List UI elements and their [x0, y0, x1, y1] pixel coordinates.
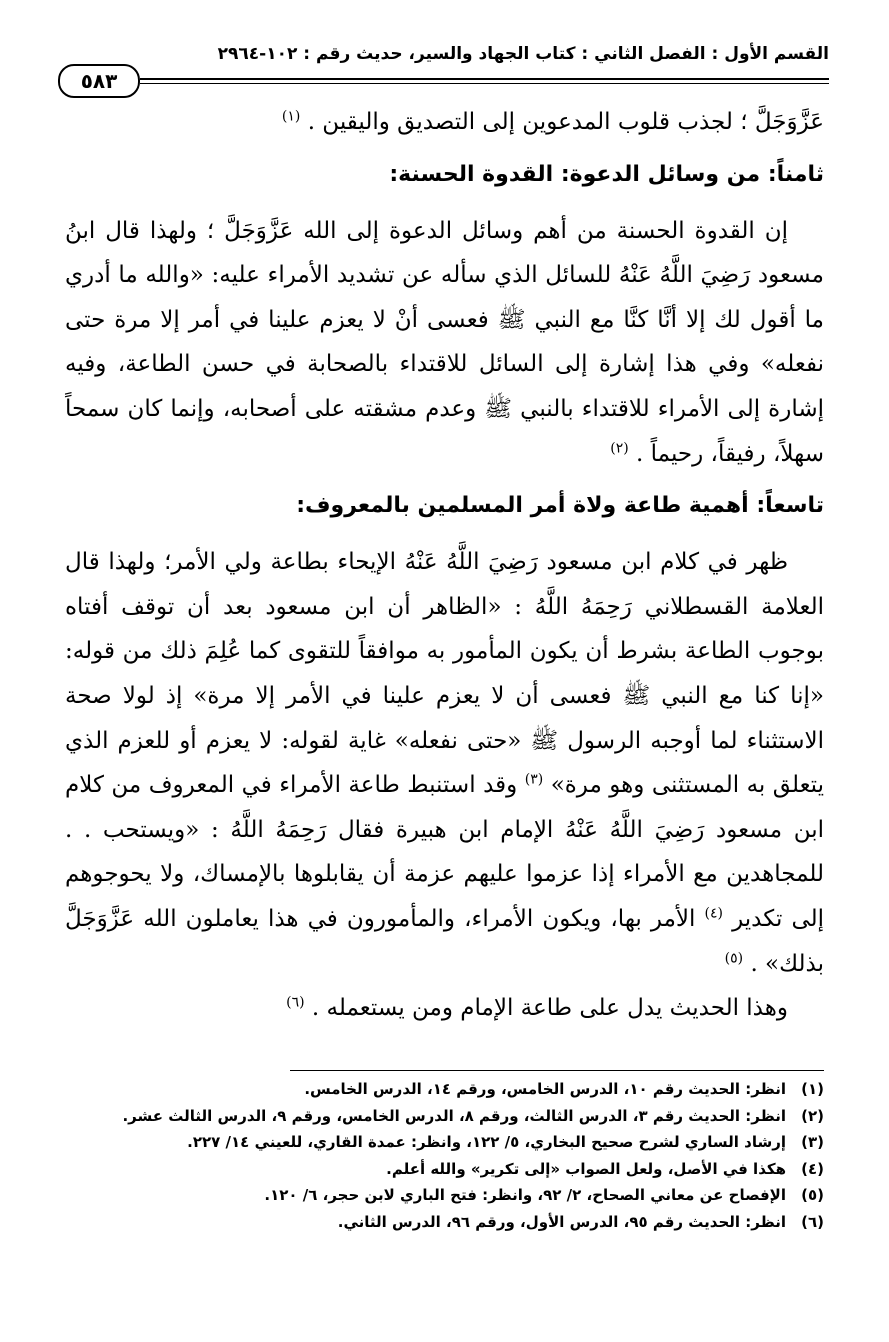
footnote-number: (١): [801, 1080, 824, 1098]
paragraph-conclusion: [65, 986, 824, 1031]
paragraph-role-model: [65, 209, 824, 477]
footnote: [65, 1156, 824, 1183]
footnote-ref: (١): [281, 108, 301, 125]
footnotes: [65, 1076, 824, 1235]
footnote-number: (٥): [801, 1186, 824, 1204]
section-heading-ninth: تاسعاً: أهمية طاعة ولاة أمر المسلمين بالمعروف:: [296, 493, 824, 519]
footnote: [65, 1076, 824, 1103]
paragraph-text: وهذا الحديث يدل على طاعة الإمام ومن يستعمله .: [311, 995, 788, 1022]
running-header: القسم الأول : الفصل الثاني : كتاب الجهاد والسير، حديث رقم : ١٠٢-٢٩٦٤: [217, 44, 829, 64]
footnote-ref: (٢): [610, 439, 629, 456]
footnote-ref: (٥): [724, 949, 744, 966]
header-rule: [140, 78, 829, 84]
footnote-text: انظر: الحديث رقم ٩٥، الدرس الأول، ورقم ٩٦، الدرس الثاني.: [337, 1212, 786, 1231]
paragraph-obedience: [65, 540, 824, 986]
paragraph-continuation: [65, 100, 824, 145]
footnote-number: (٢): [801, 1106, 824, 1125]
footnote-number: (٣): [801, 1133, 824, 1151]
footnote-number: (٦): [801, 1212, 824, 1231]
footnote-text: الإفصاح عن معاني الصحاح، ٢/ ٩٢، وانظر: فتح الباري لابن حجر، ٦/ ١٢٠.: [264, 1186, 786, 1204]
footnote-ref: (٤): [704, 905, 723, 922]
footnote-text: انظر: الحديث رقم ١٠، الدرس الخامس، ورقم ١٤، الدرس الخامس.: [304, 1080, 786, 1098]
footnote-text: هكذا في الأصل، ولعل الصواب «إلى تكرير» والله أعلم.: [386, 1159, 786, 1178]
section-heading-eighth: ثامناً: من وسائل الدعوة: القدوة الحسنة:: [389, 161, 824, 187]
footnote-ref: (٦): [286, 994, 305, 1011]
footnote: [65, 1129, 824, 1156]
paragraph-text: وقد استنبط طاعة الأمراء في المعروف من كلام ابن مسعود رَضِيَ اللَّهُ عَنْهُ الإمام ابن هبيرة فقال رَحِمَهُ اللَّهُ : «ويستحب . . للمجاهدين مع الأمراء إذا عزموا عليهم عزمة أن يقابلوها بالإمساك، ولا يحوجوهم إلى تكدير: [65, 772, 825, 932]
footnote-separator: [290, 1070, 824, 1071]
page-number: ٥٨٣: [58, 64, 140, 98]
footnote-text: انظر: الحديث رقم ٣، الدرس الثالث، ورقم ٨، الدرس الخامس، ورقم ٩، الدرس الثالث عشر.: [122, 1106, 786, 1125]
paragraph-text: إن القدوة الحسنة من أهم وسائل الدعوة إلى الله عَزَّوَجَلَّ ؛ ولهذا قال ابنُ مسعود رَضِيَ اللَّهُ عَنْهُ للسائل الذي سأله عن تشديد الأمراء عليه: «والله ما أدري ما أقول لك إلا أنَّا كنَّا مع النبي ﷺ فعسى أنْ لا يعزم علينا في أمر إلا مرة حتى نفعله» وفي هذا إشارة إلى السائل للاقتداء بالصحابة في حسن الطاعة، وفيه إشارة إلى الأمراء للاقتداء بالنبي ﷺ وعدم مشقته على أصحابه، وإنما كان سمحاً سهلاً، رفيقاً، رحيماً .: [65, 217, 824, 467]
main-text: [65, 100, 824, 1031]
footnote: [65, 1182, 824, 1209]
paragraph-text: عَزَّوَجَلَّ ؛ لجذب قلوب المدعوين إلى التصديق واليقين .: [307, 109, 824, 135]
footnote-ref: (٣): [524, 771, 544, 788]
paragraph-text: ظهر في كلام ابن مسعود رَضِيَ اللَّهُ عَنْهُ الإيحاء بطاعة ولي الأمر؛ ولهذا قال العلامة القسطلاني رَحِمَهُ اللَّهُ : «الظاهر أن ابن مسعود بعد أن توقف أفتاه بوجوب الطاعة بشرط أن يكون المأمور به موافقاً للتقوى كما عُلِمَ ذلك من قوله: «إنا كنا مع النبي ﷺ فعسى أن لا يعزم علينا في الأمر إلا مرة» إذ لولا صحة الاستثناء لما أوجبه الرسول ﷺ «حتى نفعله» غاية لقوله: لا يعزم أو للعزم الذي يتعلق به المستثنى وهو مرة»: [65, 549, 825, 799]
footnote-number: (٤): [801, 1159, 824, 1178]
paragraph-text: الأمر بها، ويكون الأمراء، والمأمورون في هذا يعاملون الله عَزَّوَجَلَّ بذلك» .: [65, 905, 824, 977]
footnote: [65, 1209, 824, 1236]
footnote: [65, 1103, 824, 1130]
footnote-text: إرشاد الساري لشرح صحيح البخاري، ٥/ ١٢٢، وانظر: عمدة القاري، للعيني ١٤/ ٢٢٧.: [187, 1133, 786, 1151]
